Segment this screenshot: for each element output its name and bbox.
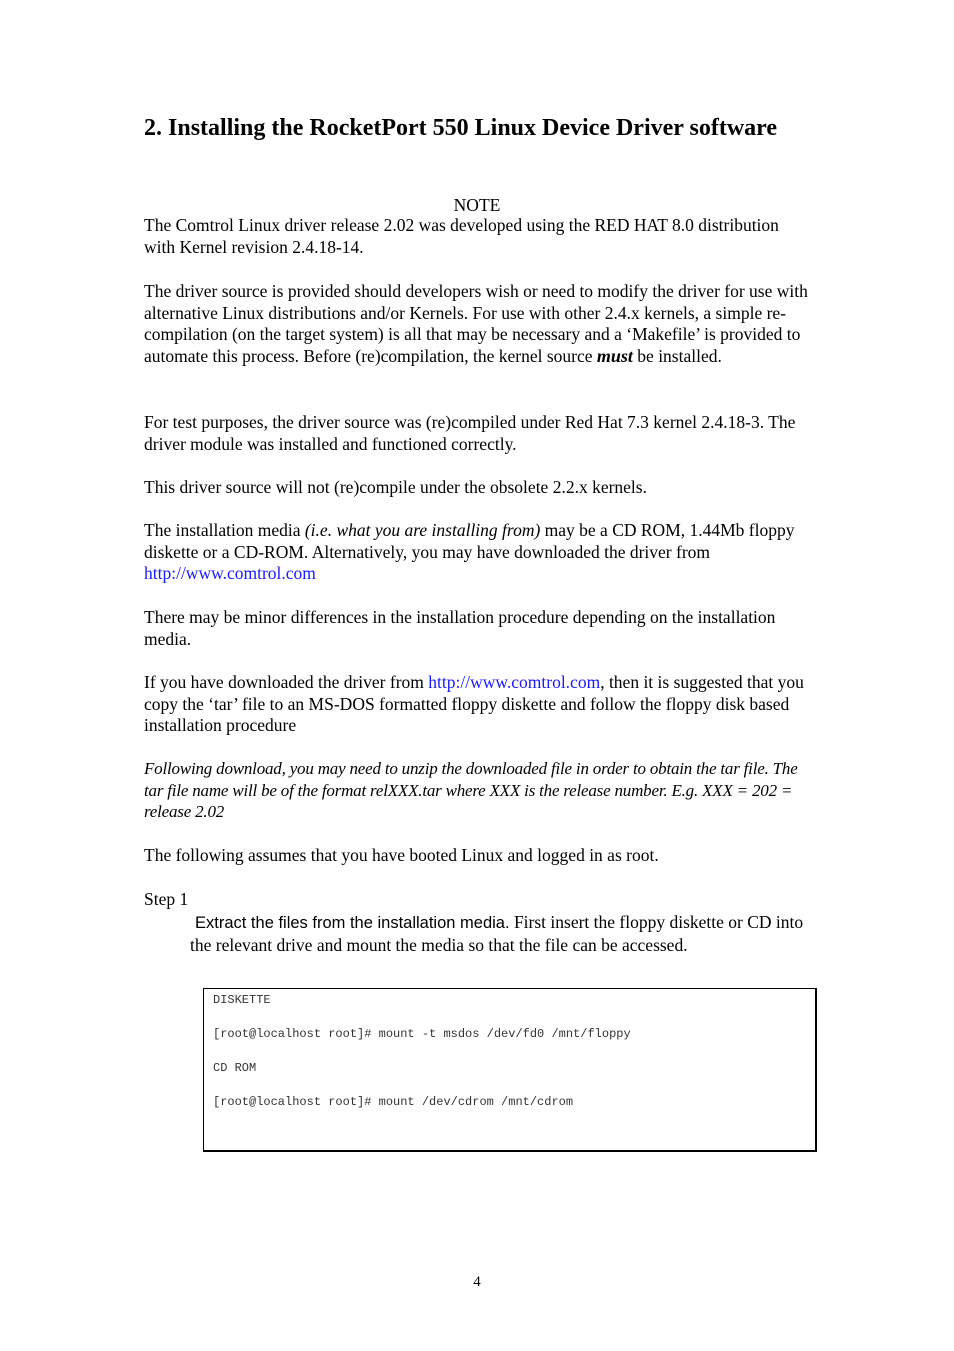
installation-media-text-2: may be a CD ROM, 1.44Mb floppy diskette or a CD-ROM. Alternatively, you may have downloaded the driver from	[144, 520, 795, 562]
code-diskette-command: [root@localhost root]# mount -t msdos /dev/fd0 /mnt/floppy	[213, 1027, 631, 1041]
paragraph-release-info: The Comtrol Linux driver release 2.02 was developed using the RED HAT 8.0 distribution with Kernel revision 2.4.18-14.	[144, 215, 779, 257]
code-cdrom-label: CD ROM	[213, 1061, 257, 1075]
code-diskette-label: DISKETTE	[213, 993, 271, 1007]
code-block	[203, 988, 817, 1152]
step-body: First insert the floppy diskette or CD into the relevant drive and mount the media so that the file can be accessed.	[190, 912, 804, 955]
paragraph-driver-source-end: be installed.	[632, 346, 722, 367]
installation-media-text: The installation media	[144, 520, 305, 540]
page-number: 4	[473, 1274, 481, 1290]
paragraph-installation-media	[144, 520, 812, 585]
section-heading: 2. Installing the RocketPort 550 Linux Device Driver software	[144, 115, 778, 141]
code-cdrom-command: [root@localhost root]# mount /dev/cdrom /mnt/cdrom	[213, 1095, 574, 1109]
downloaded-driver-text: If you have downloaded the driver from	[144, 672, 429, 692]
comtrol-link[interactable]: http://www.comtrol.com	[144, 563, 316, 584]
downloaded-driver-text-2: , then it is suggested that you copy the ‘tar’ file to an MS-DOS formatted floppy diskette and follow the floppy disk based installation procedure	[144, 672, 804, 736]
paragraph-test-purposes: For test purposes, the driver source was (re)compiled under Red Hat 7.3 kernel 2.4.18-3. The driver module was installed and functioned correctly.	[144, 412, 796, 454]
paragraph-downloaded-driver	[144, 672, 812, 737]
comtrol-link-2[interactable]: http://www.comtrol.com	[428, 672, 601, 692]
paragraph-driver-source-text: The driver source is provided should developers wish or need to modify the driver for use with alternative Linux distributions and/or Kernels. For use with other 2.4.x kernels, a simple re-compilation (on the target system) is all that may be necessary and a ‘Makefile’ is provided to automate this process. Before (re)compilation, the kernel source	[144, 281, 808, 367]
step-title: Extract the files from the installation media.	[195, 914, 510, 932]
paragraph-driver-source	[144, 281, 812, 368]
note-label: NOTE	[453, 195, 501, 215]
must-emphasis: must	[596, 346, 633, 367]
installation-media-italic: (i.e. what you are installing from)	[304, 520, 541, 540]
paragraph-unzip-note: Following download, you may need to unzip the downloaded file in order to obtain the tar file. The tar file name will be of the format relXXX.tar where XXX is the release number. E.g. XXX = 202 = release 2.02	[144, 759, 798, 822]
paragraph-obsolete-kernels: This driver source will not (re)compile under the obsolete 2.2.x kernels.	[144, 477, 647, 497]
paragraph-minor-differences: There may be minor differences in the installation procedure depending on the installation media.	[144, 607, 776, 649]
paragraph-assumption: The following assumes that you have booted Linux and logged in as root.	[144, 845, 659, 865]
step-description	[190, 911, 810, 956]
step-label: Step 1	[144, 889, 189, 909]
